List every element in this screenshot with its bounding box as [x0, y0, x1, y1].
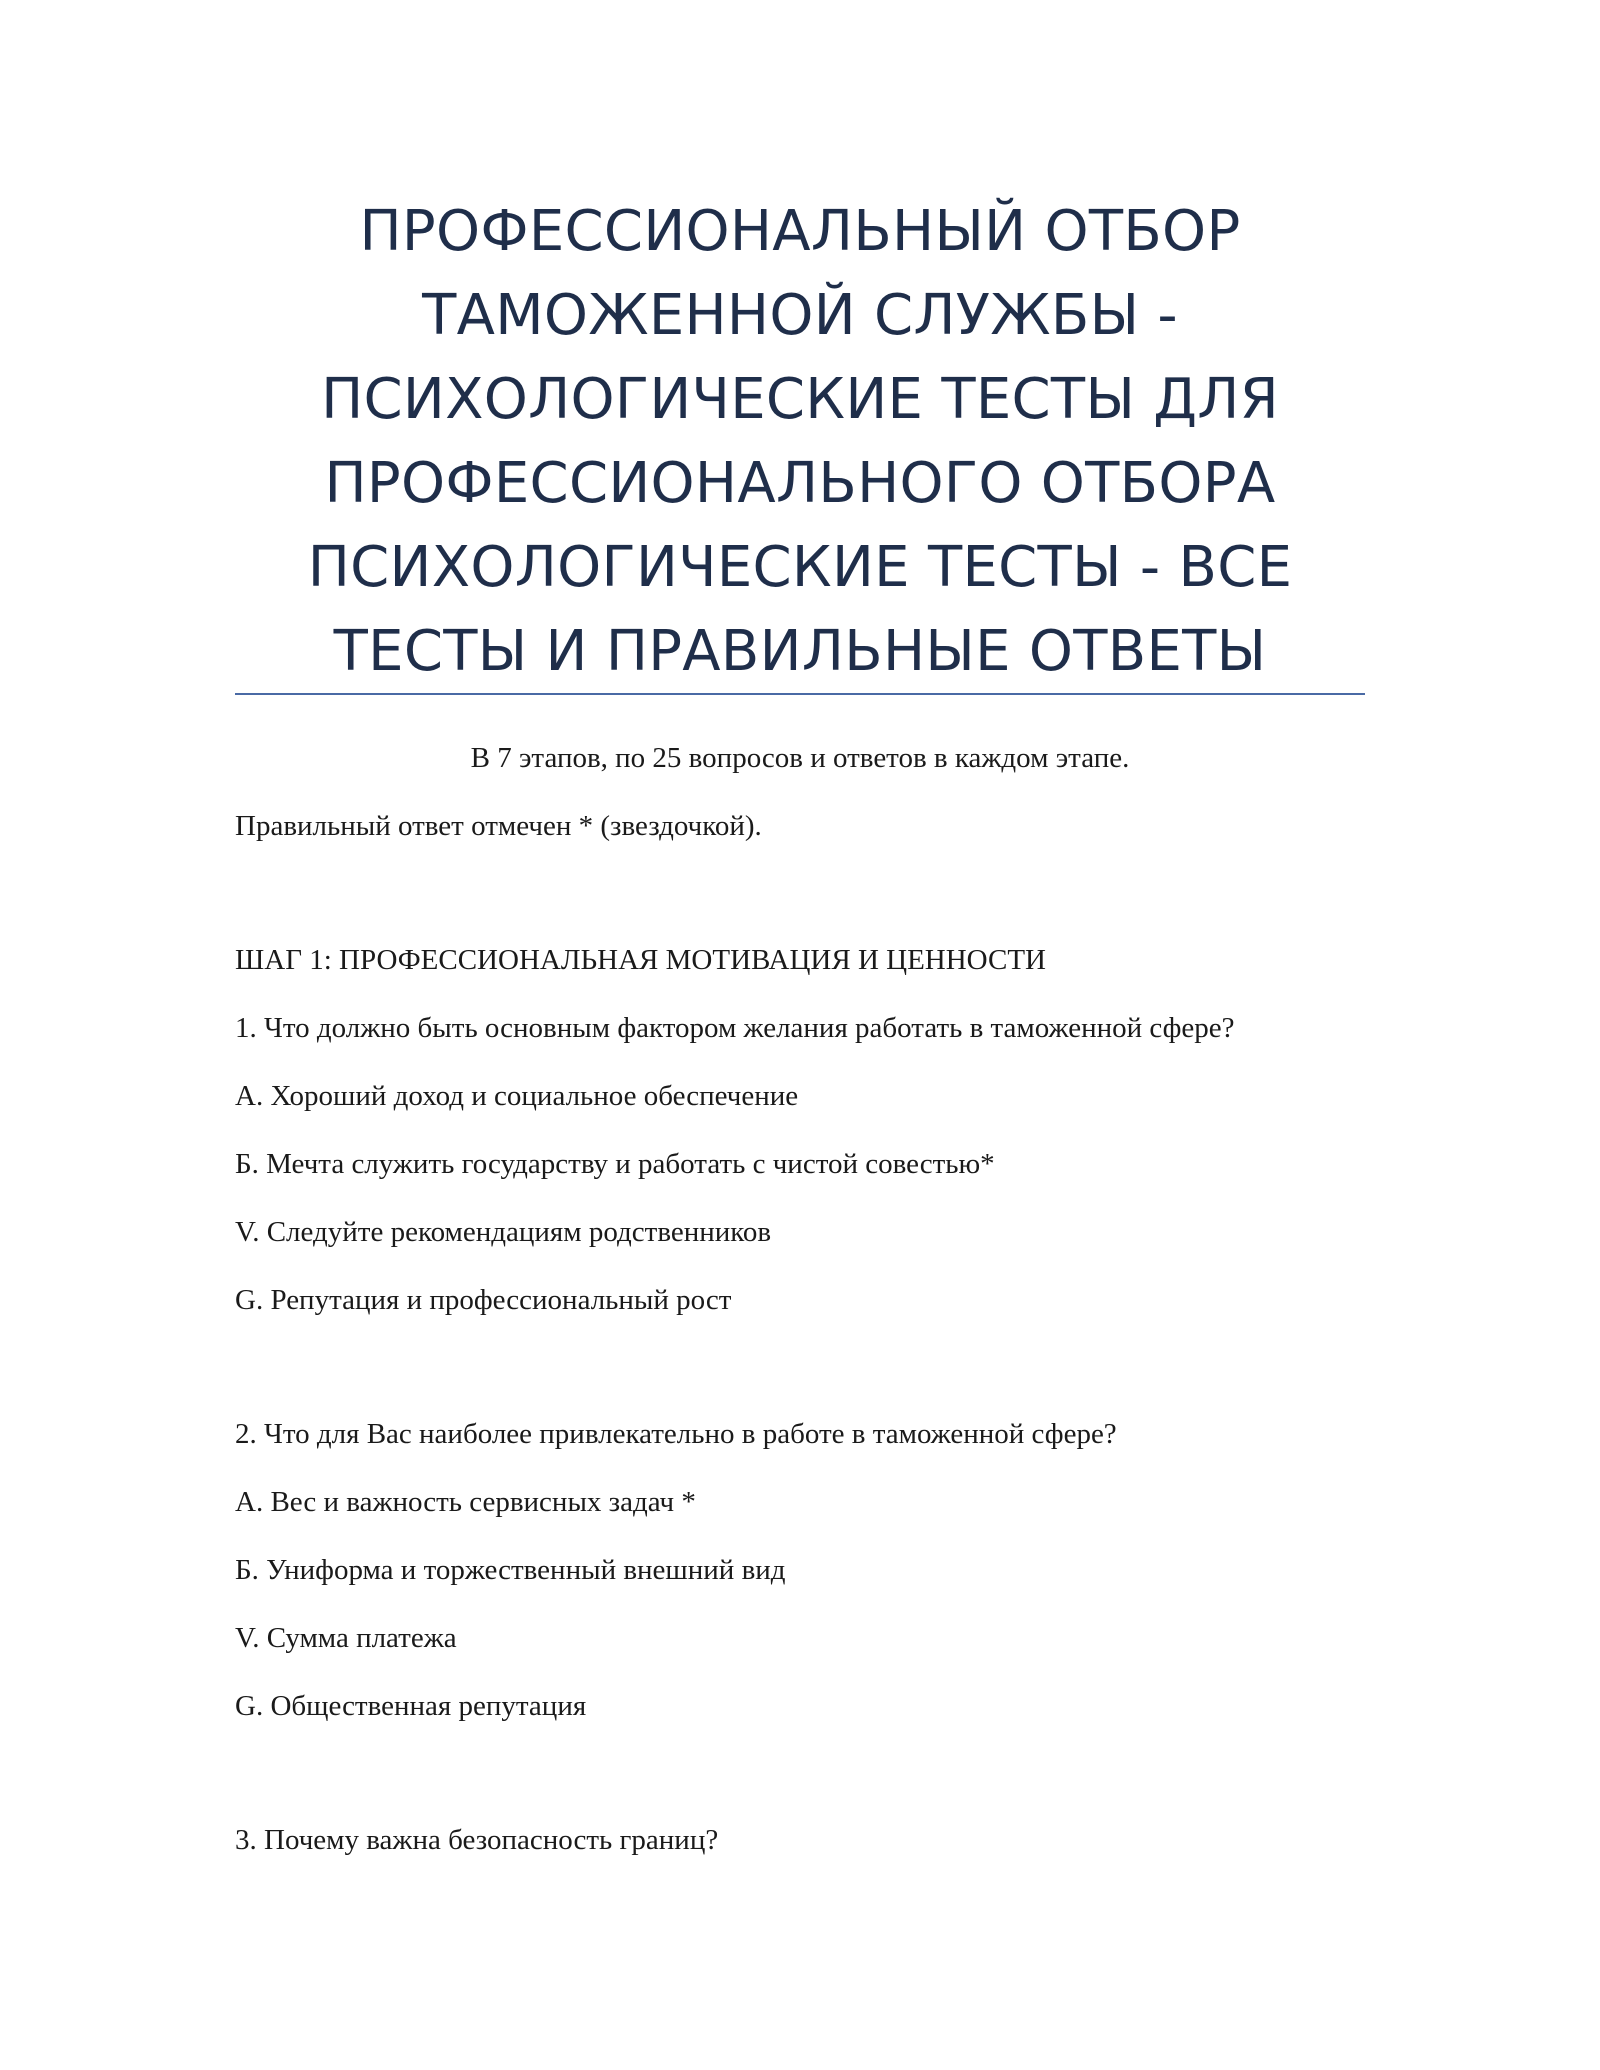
spacer [235, 1754, 1365, 1820]
answer-option: G. Общественная репутация [235, 1690, 587, 1722]
answer-option: А. Вес и важность сервисных задач * [235, 1486, 696, 1518]
intro-centered-text: В 7 этапов, по 25 вопросов и ответов в каждом этапе. [470, 742, 1130, 774]
section-heading: ШАГ 1: ПРОФЕССИОНАЛЬНАЯ МОТИВАЦИЯ И ЦЕННОСТИ [235, 944, 1046, 976]
answer-option: Б. Униформа и торжественный внешний вид [235, 1554, 786, 1586]
document-title [235, 190, 1365, 694]
title-line: ПРОФЕССИОНАЛЬНЫЙ ОТБОР [359, 199, 1241, 264]
spacer [235, 874, 1365, 940]
answer-option: V. Следуйте рекомендациям родственников [235, 1216, 772, 1248]
question-text: 1. Что должно быть основным фактором желания работать в таможенной сфере? [235, 1012, 1235, 1044]
intro-note: Правильный ответ отмечен * (звездочкой). [235, 810, 762, 842]
title-line: ПСИХОЛОГИЧЕСКИЕ ТЕСТЫ - ВСЕ [307, 535, 1293, 600]
title-line: ТАМОЖЕННОЙ СЛУЖБЫ - [422, 283, 1178, 348]
question-block [235, 1008, 1365, 1348]
question-text: 3. Почему важна безопасность границ? [235, 1824, 719, 1856]
question-text: 2. Что для Вас наиболее привлекательно в работе в таможенной сфере? [235, 1418, 1117, 1450]
document-body [235, 806, 1365, 1888]
title-line: ПРОФЕССИОНАЛЬНОГО ОТБОРА [324, 451, 1276, 516]
title-divider [235, 693, 1365, 695]
title-line: ПСИХОЛОГИЧЕСКИЕ ТЕСТЫ ДЛЯ [321, 367, 1279, 432]
answer-option: А. Хороший доход и социальное обеспечение [235, 1080, 799, 1112]
spacer [235, 1348, 1365, 1414]
answer-option: Б. Мечта служить государству и работать с чистой совестью* [235, 1148, 995, 1180]
title-line: ТЕСТЫ И ПРАВИЛЬНЫЕ ОТВЕТЫ [333, 619, 1267, 684]
answer-option: V. Сумма платежа [235, 1622, 457, 1654]
question-block [235, 1820, 1365, 1888]
question-block [235, 1414, 1365, 1754]
answer-option: G. Репутация и профессиональный рост [235, 1284, 732, 1316]
